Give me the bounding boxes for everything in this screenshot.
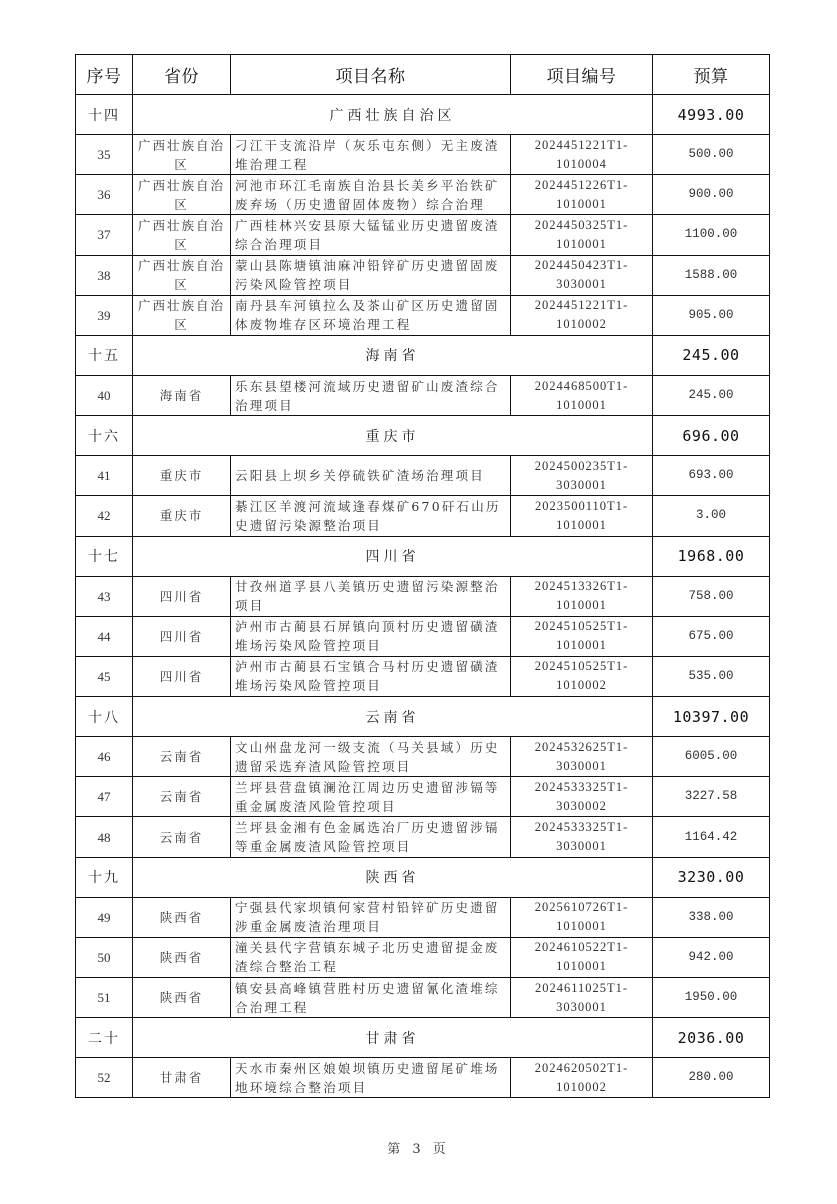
row-province: 四川省 <box>133 656 231 696</box>
project-code-line1: 2025610726T1- <box>534 900 629 915</box>
row-project-name: 镇安县高峰镇营胜村历史遗留氰化渣堆综合治理工程 <box>231 978 511 1018</box>
row-province: 广西壮族自治区 <box>133 175 231 215</box>
project-code-line1: 2024451226T1- <box>534 177 629 192</box>
project-code-line1: 2023500110T1- <box>534 498 629 513</box>
row-province: 陕西省 <box>133 937 231 977</box>
project-code-line1: 2024450325T1- <box>534 217 629 232</box>
row-budget: 905.00 <box>653 295 770 335</box>
row-seq: 42 <box>76 496 133 536</box>
project-code-line1: 2024510525T1- <box>534 619 629 634</box>
row-budget: 3227.58 <box>653 777 770 817</box>
row-province: 四川省 <box>133 616 231 656</box>
row-budget: 500.00 <box>653 135 770 175</box>
project-code-line2: 1010001 <box>556 196 607 211</box>
section-total-budget: 245.00 <box>653 335 770 375</box>
row-province: 重庆市 <box>133 456 231 496</box>
project-code-line2: 1010004 <box>556 156 607 171</box>
row-budget: 280.00 <box>653 1058 770 1098</box>
row-province: 陕西省 <box>133 897 231 937</box>
section-seq: 二十 <box>76 1018 133 1058</box>
row-project-code <box>511 215 653 255</box>
row-province: 重庆市 <box>133 496 231 536</box>
row-province: 四川省 <box>133 576 231 616</box>
row-seq: 41 <box>76 456 133 496</box>
row-project-name: 甘孜州道孚县八美镇历史遗留污染源整治项目 <box>231 576 511 616</box>
project-code-line2: 1010001 <box>556 959 607 974</box>
row-seq: 38 <box>76 255 133 295</box>
row-project-code <box>511 656 653 696</box>
header-province: 省份 <box>133 55 231 95</box>
row-project-code <box>511 777 653 817</box>
table-row <box>76 255 770 295</box>
table-body <box>76 95 770 1098</box>
row-project-name: 云阳县上坝乡关停硫铁矿渣场治理项目 <box>231 456 511 496</box>
row-budget: 1950.00 <box>653 978 770 1018</box>
row-province: 广西壮族自治区 <box>133 215 231 255</box>
row-project-code <box>511 897 653 937</box>
table-header-row <box>76 55 770 95</box>
table-row <box>76 937 770 977</box>
row-budget: 535.00 <box>653 656 770 696</box>
table-row <box>76 456 770 496</box>
header-project-code: 项目编号 <box>511 55 653 95</box>
row-budget: 675.00 <box>653 616 770 656</box>
project-code-line1: 2024500235T1- <box>534 458 629 473</box>
project-code-line2: 1010001 <box>556 397 607 412</box>
row-project-code <box>511 616 653 656</box>
project-code-line1: 2024451221T1- <box>534 137 629 152</box>
project-code-line2: 3030001 <box>556 758 607 773</box>
project-code-line2: 1010002 <box>556 678 607 693</box>
row-budget: 693.00 <box>653 456 770 496</box>
row-project-name: 潼关县代字营镇东城子北历史遗留提金废渣综合整治工程 <box>231 937 511 977</box>
table-row <box>76 616 770 656</box>
table-row <box>76 817 770 857</box>
section-province: 四川省 <box>133 536 653 576</box>
row-budget: 6005.00 <box>653 737 770 777</box>
project-code-line2: 3030001 <box>556 277 607 292</box>
row-budget: 338.00 <box>653 897 770 937</box>
section-province: 重庆市 <box>133 416 653 456</box>
row-project-code <box>511 456 653 496</box>
section-total-budget: 4993.00 <box>653 95 770 135</box>
section-row <box>76 857 770 897</box>
row-project-name: 兰坪县营盘镇澜沧江周边历史遗留涉镉等重金属废渣风险管控项目 <box>231 777 511 817</box>
table-row <box>76 777 770 817</box>
project-code-line2: 1010001 <box>556 638 607 653</box>
section-seq: 十五 <box>76 335 133 375</box>
project-code-line1: 2024510525T1- <box>534 659 629 674</box>
section-row <box>76 335 770 375</box>
row-seq: 52 <box>76 1058 133 1098</box>
row-project-name: 宁强县代家坝镇何家营村铅锌矿历史遗留涉重金属废渣治理项目 <box>231 897 511 937</box>
row-budget: 758.00 <box>653 576 770 616</box>
row-seq: 51 <box>76 978 133 1018</box>
row-project-code <box>511 255 653 295</box>
row-province: 海南省 <box>133 375 231 415</box>
project-code-line2: 1010002 <box>556 317 607 332</box>
section-province: 云南省 <box>133 697 653 737</box>
project-budget-table <box>75 54 770 1098</box>
header-project-name: 项目名称 <box>231 55 511 95</box>
project-code-line2: 1010001 <box>556 236 607 251</box>
row-project-code <box>511 496 653 536</box>
section-row <box>76 95 770 135</box>
row-project-name: 刁江干支流沿岸（灰乐屯东侧）无主废渣堆治理工程 <box>231 135 511 175</box>
section-province: 海南省 <box>133 335 653 375</box>
section-seq: 十四 <box>76 95 133 135</box>
row-project-name: 文山州盘龙河一级支流（马关县域）历史遗留采选弃渣风险管控项目 <box>231 737 511 777</box>
row-seq: 36 <box>76 175 133 215</box>
row-project-code <box>511 576 653 616</box>
row-project-code <box>511 175 653 215</box>
page-number: 第 3 页 <box>387 1142 450 1157</box>
row-seq: 45 <box>76 656 133 696</box>
project-code-line1: 2024450423T1- <box>534 258 629 273</box>
row-project-code <box>511 978 653 1018</box>
row-province: 云南省 <box>133 737 231 777</box>
header-budget: 预算 <box>653 55 770 95</box>
row-seq: 43 <box>76 576 133 616</box>
row-budget: 245.00 <box>653 375 770 415</box>
section-total-budget: 3230.00 <box>653 857 770 897</box>
table-row <box>76 897 770 937</box>
table-row <box>76 295 770 335</box>
row-province: 陕西省 <box>133 978 231 1018</box>
row-seq: 46 <box>76 737 133 777</box>
row-budget: 1164.42 <box>653 817 770 857</box>
section-seq: 十七 <box>76 536 133 576</box>
row-budget: 900.00 <box>653 175 770 215</box>
row-province: 甘肃省 <box>133 1058 231 1098</box>
project-code-line1: 2024620502T1- <box>534 1060 629 1075</box>
row-project-name: 綦江区羊渡河流域逢春煤矿670矸石山历史遗留污染源整治项目 <box>231 496 511 536</box>
row-province: 云南省 <box>133 777 231 817</box>
section-row <box>76 697 770 737</box>
project-code-line1: 2024468500T1- <box>534 378 629 393</box>
row-project-code <box>511 135 653 175</box>
project-code-line2: 1010002 <box>556 1079 607 1094</box>
row-seq: 49 <box>76 897 133 937</box>
project-code-line1: 2024533325T1- <box>534 779 629 794</box>
row-province: 广西壮族自治区 <box>133 295 231 335</box>
table-row <box>76 135 770 175</box>
table-row <box>76 1058 770 1098</box>
row-seq: 39 <box>76 295 133 335</box>
section-total-budget: 10397.00 <box>653 697 770 737</box>
project-code-line2: 1010001 <box>556 919 607 934</box>
row-project-name: 河池市环江毛南族自治县长美乡平治铁矿废弃场（历史遗留固体废物）综合治理 <box>231 175 511 215</box>
project-code-line1: 2024611025T1- <box>534 980 629 995</box>
table-row <box>76 496 770 536</box>
project-code-line2: 3030001 <box>556 477 607 492</box>
row-project-name: 南丹县车河镇拉么及茶山矿区历史遗留固体废物堆存区环境治理工程 <box>231 295 511 335</box>
row-budget: 1588.00 <box>653 255 770 295</box>
section-seq: 十六 <box>76 416 133 456</box>
project-code-line1: 2024533325T1- <box>534 820 629 835</box>
row-project-code <box>511 375 653 415</box>
row-seq: 48 <box>76 817 133 857</box>
row-project-code <box>511 737 653 777</box>
row-project-code <box>511 937 653 977</box>
section-row <box>76 416 770 456</box>
section-seq: 十八 <box>76 697 133 737</box>
row-project-name: 蒙山县陈塘镇油麻冲铅锌矿历史遗留固废污染风险管控项目 <box>231 255 511 295</box>
project-code-line2: 3030001 <box>556 999 607 1014</box>
project-code-line1: 2024610522T1- <box>534 940 629 955</box>
table-row <box>76 978 770 1018</box>
section-total-budget: 696.00 <box>653 416 770 456</box>
row-seq: 47 <box>76 777 133 817</box>
section-row <box>76 536 770 576</box>
row-province: 云南省 <box>133 817 231 857</box>
table-row <box>76 576 770 616</box>
row-project-code <box>511 817 653 857</box>
row-project-code <box>511 295 653 335</box>
section-total-budget: 2036.00 <box>653 1018 770 1058</box>
row-budget: 942.00 <box>653 937 770 977</box>
table-row <box>76 737 770 777</box>
row-project-name: 天水市秦州区娘娘坝镇历史遗留尾矿堆场地环境综合整治项目 <box>231 1058 511 1098</box>
project-code-line1: 2024451221T1- <box>534 298 629 313</box>
row-project-name: 泸州市古蔺县石宝镇合马村历史遗留磺渣堆场污染风险管控项目 <box>231 656 511 696</box>
row-province: 广西壮族自治区 <box>133 135 231 175</box>
row-project-name: 广西桂林兴安县原大锰锰业历史遗留废渣综合治理项目 <box>231 215 511 255</box>
project-code-line2: 3030001 <box>556 839 607 854</box>
section-total-budget: 1968.00 <box>653 536 770 576</box>
row-seq: 44 <box>76 616 133 656</box>
table-row <box>76 215 770 255</box>
table-row <box>76 656 770 696</box>
section-province: 甘肃省 <box>133 1018 653 1058</box>
table-row <box>76 375 770 415</box>
section-seq: 十九 <box>76 857 133 897</box>
row-seq: 50 <box>76 937 133 977</box>
row-seq: 37 <box>76 215 133 255</box>
row-province: 广西壮族自治区 <box>133 255 231 295</box>
row-seq: 40 <box>76 375 133 415</box>
row-project-name: 泸州市古蔺县石屏镇向顶村历史遗留磺渣堆场污染风险管控项目 <box>231 616 511 656</box>
section-row <box>76 1018 770 1058</box>
section-province: 广西壮族自治区 <box>133 95 653 135</box>
row-budget: 1100.00 <box>653 215 770 255</box>
section-province: 陕西省 <box>133 857 653 897</box>
project-code-line1: 2024532625T1- <box>534 739 629 754</box>
table-row <box>76 175 770 215</box>
row-seq: 35 <box>76 135 133 175</box>
project-code-line1: 2024513326T1- <box>534 579 629 594</box>
row-project-name: 乐东县望楼河流域历史遗留矿山废渣综合治理项目 <box>231 375 511 415</box>
project-code-line2: 1010001 <box>556 598 607 613</box>
project-code-line2: 3030002 <box>556 798 607 813</box>
header-seq: 序号 <box>76 55 133 95</box>
row-budget: 3.00 <box>653 496 770 536</box>
project-code-line2: 1010001 <box>556 517 607 532</box>
row-project-name: 兰坪县金湘有色金属选冶厂历史遗留涉镉等重金属废渣风险管控项目 <box>231 817 511 857</box>
row-project-code <box>511 1058 653 1098</box>
